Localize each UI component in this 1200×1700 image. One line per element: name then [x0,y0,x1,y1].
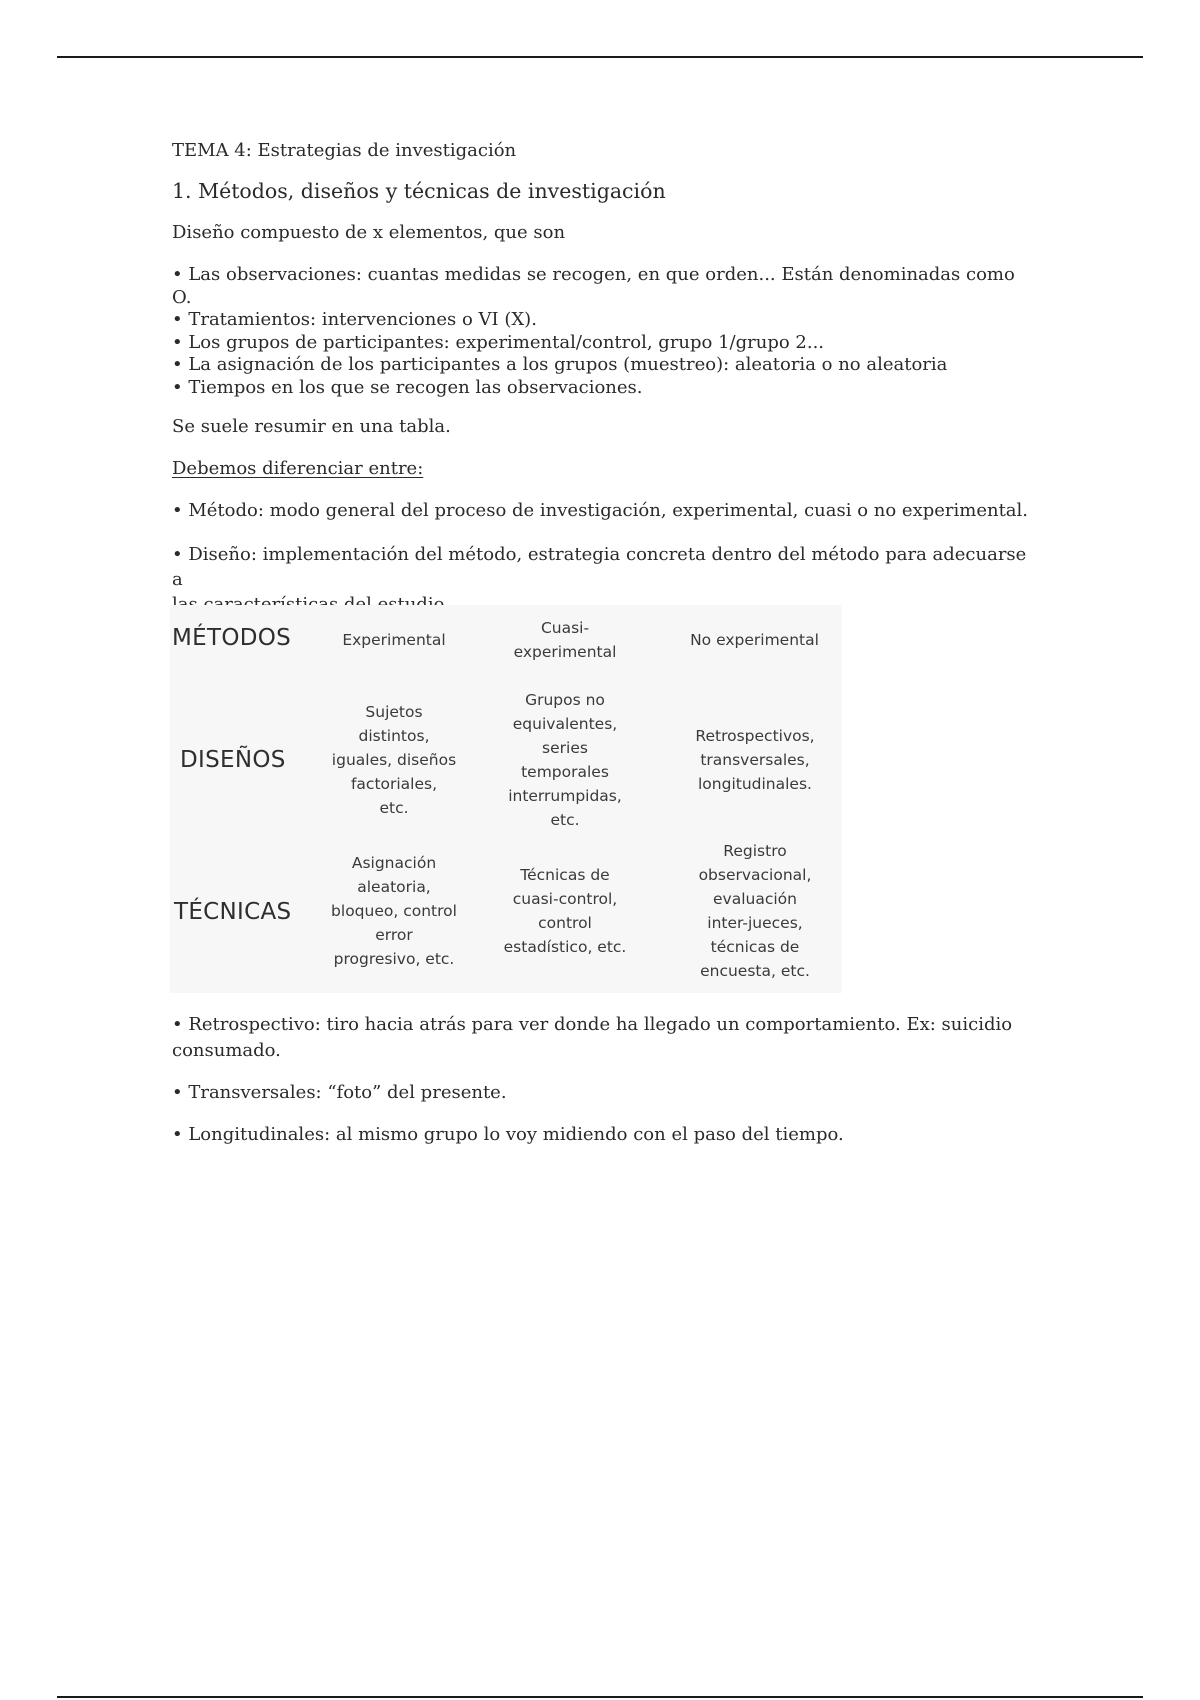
list-item: • Tratamientos: intervenciones o VI (X). [172,309,537,330]
methods-quasi: Cuasi- experimental [513,619,617,661]
row-head-designs: DISEÑOS [180,747,286,773]
elements-list [172,264,1032,399]
transversal-note: • Transversales: “foto” del presente. [172,1082,507,1103]
list-item: • La asignación de los participantes a los grupos (muestreo): aleatoria o no aleatoria [172,354,948,375]
techniques-non-experimental: Registro observacional, evaluación inter-jueces, técnicas de encuesta, etc. [698,842,812,980]
row-head-methods: MÉTODOS [172,625,292,651]
summary-text: Se suele resumir en una tabla. [172,416,451,437]
theme-title: TEMA 4: Estrategias de investigación [172,140,517,161]
row-head-techniques: TÉCNICAS [174,899,292,925]
top-rule [57,56,1143,58]
techniques-experimental: Asignación aleatoria, bloqueo, control error progresivo, etc. [331,854,457,968]
methods-experimental: Experimental [342,631,446,649]
intro-text: Diseño compuesto de x elementos, que son [172,222,566,243]
list-item: • Los grupos de participantes: experimental/control, grupo 1/grupo 2... [172,331,825,353]
list-item: • Las observaciones: cuantas medidas se recogen, en que orden... Están denominadas como O. [172,264,1015,308]
bottom-rule [57,1696,1143,1698]
methods-non-experimental: No experimental [690,631,819,649]
section-title: 1. Métodos, diseños y técnicas de investigación [172,179,666,203]
techniques-quasi: Técnicas de cuasi-control, control estadístico, etc. [503,866,627,956]
designs-experimental: Sujetos distintos, iguales, diseños factoriales, etc. [331,703,457,817]
designs-quasi: Grupos no equivalentes, series temporales interrumpidas, etc. [508,691,622,829]
document-body [172,140,1032,617]
methods-designs-techniques-table [170,605,842,993]
design-definition-line: • Diseño: implementación del método, estrategia concreta dentro del método para adecuarse a [172,544,1027,590]
retrospective-line: • Retrospectivo: tiro hacia atrás para ver donde ha llegado un comportamiento. Ex: suicidio [172,1014,1013,1035]
longitudinal-note: • Longitudinales: al mismo grupo lo voy midiendo con el paso del tiempo. [172,1124,844,1145]
design-types-notes [172,1012,1032,1148]
designs-non-experimental: Retrospectivos, transversales, longitudinales. [695,727,815,793]
differentiate-heading: Debemos diferenciar entre: [172,458,424,479]
method-definition: • Método: modo general del proceso de investigación, experimental, cuasi o no experimental. [172,500,1029,521]
list-item: • Tiempos en los que se recogen las observaciones. [172,376,643,398]
retrospective-line: consumado. [172,1040,281,1061]
